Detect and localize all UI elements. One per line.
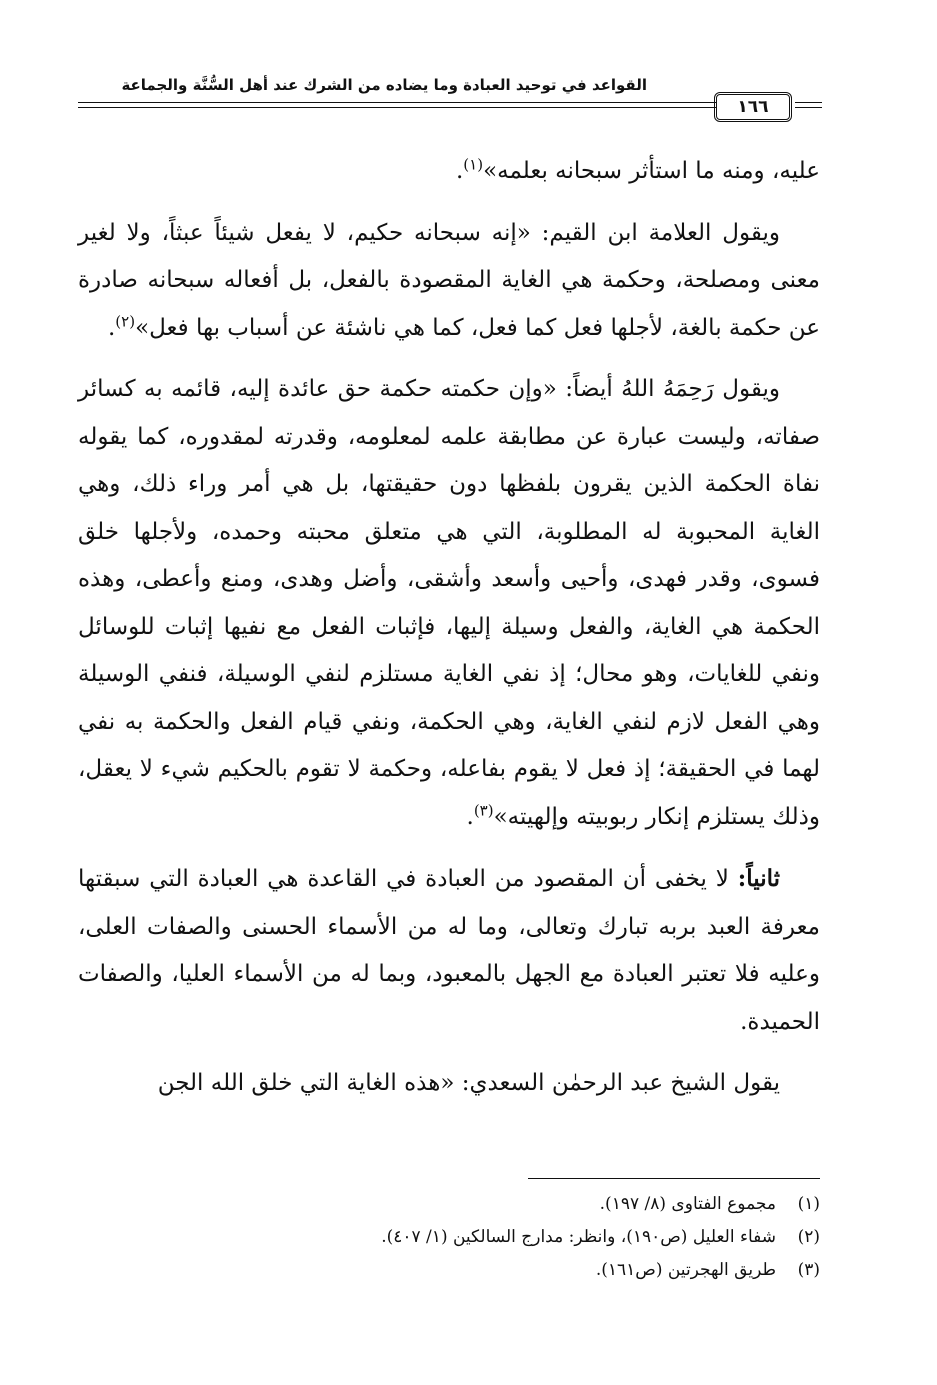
page-number: ١٦٦ <box>714 92 792 122</box>
header-rule-left-top <box>78 102 716 103</box>
footnote-separator <box>528 1178 820 1179</box>
main-text <box>78 148 820 1122</box>
footnote-number: (١) <box>797 1194 820 1214</box>
paragraph-1: عليه، ومنه ما استأثر سبحانه بعلمه»$^{(١)}$. <box>455 155 820 184</box>
paragraph-4: ثانياً: لا يخفى أن المقصود من العبادة في القاعدة هي العبادة التي سبقتها معرفة العبد بربه تبارك وتعالى، وما له من الأسماء الحسنى والصفات العلى، وعليه فلا تعتبر العبادة مع الجهل بالمعبود، وبما له من الأسماء العليا، والصفات الحميدة. <box>78 865 820 1035</box>
footnote-ref-2[interactable]: (٢) <box>115 311 136 330</box>
running-title: القواعد في توحيد العبادة وما يضاده من الشرك عند أهل السُّنَّة والجماعة <box>121 76 647 94</box>
footnote-text: طريق الهجرتين (ص١٦١). <box>595 1260 776 1280</box>
footnotes <box>200 1188 820 1287</box>
paragraph-2: ويقول العلامة ابن القيم: «إنه سبحانه حكيم، لا يفعل شيئاً عبثاً، ولا لغير معنى ومصلحة، وحكمة هي الغاية المقصودة بالفعل، بل أفعاله سبحانه صادرة عن حكمة بالغة، لأجلها فعل كما فعل، كما هي ناشئة عن أسباب بها فعل»$^{(٢)}$. <box>78 219 820 341</box>
footnote-text: مجموع الفتاوى (٨/ ١٩٧). <box>599 1194 776 1214</box>
footnote-number: (٢) <box>797 1227 820 1247</box>
footnote-text: شفاء العليل (ص١٩٠)، وانظر: مدارج السالكين (١/ ٤٠٧). <box>381 1227 776 1247</box>
header-rule-right-bottom <box>795 107 822 108</box>
page-header <box>78 72 822 128</box>
paragraph-3: ويقول رَحِمَهُ اللهُ أيضاً: «وإن حكمته حكمة حق عائدة إليه، قائمه به كسائر صفاته، وليست عبارة عن مطابقة علمه لمعلومه، وقدرته لمقدوره، كما يقوله نفاة الحكمة الذين يقرون بلفظها دون حقيقتها، بل هي أمر وراء ذلك، وهي الغاية المحبوبة له المطلوبة، التي هي متعلق محبته وحمده، ولأجلها خلق فسوى، وقدر فهدى، وأحيى وأسعد وأشقى، وأضل وهدى، ومنع وأعطى، وهذه الحكمة هي الغاية، والفعل وسيلة إليها، فإثبات الفعل مع نفيها إثبات للوسائل ونفي للغايات، وهو محال؛ إذ نفي الغاية مستلزم لنفي الوسيلة، فنفي الوسيلة وهي الفعل لازم لنفي الغاية، وهي الحكمة، ونفي قيام الفعل والحكمة به نفي لهما في الحقيقة؛ إذ فعل لا يقوم بفاعله، وحكمة لا تقوم بالحكيم شيء لا يعقل، وذلك يستلزم إنكار ربوبيته وإلهيته»$^{(٣)}$. <box>78 376 820 830</box>
footnote-3 <box>200 1254 820 1287</box>
footnote-2 <box>200 1221 820 1254</box>
header-rule-right-top <box>795 102 822 103</box>
paragraph-5: يقول الشيخ عبد الرحمٰن السعدي: «هذه الغاية التي خلق الله الجن <box>157 1070 780 1096</box>
footnote-ref-1[interactable]: (١) <box>463 155 484 174</box>
footnote-ref-3[interactable]: (٣) <box>473 800 494 819</box>
footnote-number: (٣) <box>797 1260 820 1280</box>
header-rule-left-bottom <box>78 107 716 108</box>
footnote-1 <box>200 1188 820 1221</box>
paragraph-4-lead: ثانياً: <box>737 865 780 892</box>
